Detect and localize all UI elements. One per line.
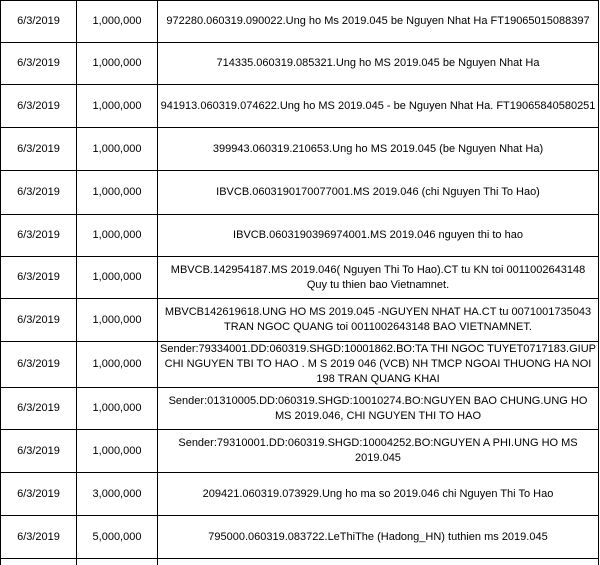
table-row <box>1 128 599 171</box>
description-text: 972280.060319.090022.Ung ho Ms 2019.045 be Nguyen Nhat Ha FT19065015088397 <box>166 15 590 27</box>
date-cell: 6/3/2019 <box>1 43 77 85</box>
amount-cell: 1,000,000 <box>77 85 158 128</box>
table-row <box>1 43 599 85</box>
table-row <box>1 299 599 342</box>
table-row <box>1 85 599 128</box>
date-cell: 6/3/2019 <box>1 85 77 128</box>
amount-cell: 1,000,000 <box>77 171 158 215</box>
date-cell: 6/3/2019 <box>1 171 77 215</box>
description-cell <box>158 342 599 388</box>
empty-cell <box>158 559 599 565</box>
amount-cell: 1,000,000 <box>77 1 158 43</box>
date-cell: 6/3/2019 <box>1 388 77 430</box>
description-cell <box>158 128 599 171</box>
description-text: 714335.060319.085321.Ung ho MS 2019.045 be Nguyen Nhat Ha <box>216 57 540 69</box>
description-cell <box>158 388 599 430</box>
description-text: IBVCB.0603190170077001.MS 2019.046 (chi Nguyen Thi To Hao) <box>216 186 540 198</box>
description-text: Sender:79310001.DD:060319.SHGD:10004252.BO:NGUYEN A PHI.UNG HO MS 2019.045 <box>178 437 578 464</box>
description-text: Sender:01310005.DD:060319.SHGD:10010274.BO:NGUYEN BAO CHUNG.UNG HO MS 2019.046, CHI NGUYEN THI TO HAO <box>168 394 588 422</box>
date-cell: 6/3/2019 <box>1 257 77 299</box>
table-row <box>1 473 599 516</box>
table-row <box>1 257 599 299</box>
amount-cell: 3,000,000 <box>77 473 158 516</box>
description-cell <box>158 43 599 85</box>
description-cell <box>158 85 599 128</box>
description-cell <box>158 257 599 299</box>
table-row <box>1 516 599 559</box>
date-cell: 6/3/2019 <box>1 473 77 516</box>
description-text: IBVCB.0603190396974001.MS 2019.046 nguyen thi to hao <box>233 229 523 241</box>
amount-cell: 1,000,000 <box>77 215 158 257</box>
date-cell: 6/3/2019 <box>1 128 77 171</box>
date-cell: 6/3/2019 <box>1 430 77 473</box>
amount-cell: 1,000,000 <box>77 388 158 430</box>
table-row <box>1 342 599 388</box>
description-cell <box>158 430 599 473</box>
amount-cell: 1,000,000 <box>77 430 158 473</box>
description-cell <box>158 1 599 43</box>
description-text: 795000.060319.083722.LeThiThe (Hadong_HN) tuthien ms 2019.045 <box>208 530 548 543</box>
description-cell <box>158 171 599 215</box>
amount-cell: 1,000,000 <box>77 257 158 299</box>
date-cell: 6/3/2019 <box>1 516 77 559</box>
description-text: MBVCB.142954187.MS 2019.046( Nguyen Thi To Hao).CT tu KN toi 0011002643148 Quy tu thien bao Vietnamnet. <box>170 263 586 291</box>
description-cell <box>158 516 599 559</box>
description-text: MBVCB142619618.UNG HO MS 2019.045 -NGUYEN NHAT HA.CT tu 0071001735043 TRAN NGOC QUANG toi 0011002643148 BAO VIETNAMNET. <box>164 306 592 333</box>
amount-cell: 1,000,000 <box>77 299 158 342</box>
description-cell <box>158 299 599 342</box>
description-text: 209421.060319.073929.Ung ho ma so 2019.046 chi Nguyen Thi To Hao <box>202 487 554 500</box>
amount-cell: 1,000,000 <box>77 128 158 171</box>
date-cell: 6/3/2019 <box>1 299 77 342</box>
description-text: 399943.060319.210653.Ung ho MS 2019.045 (be Nguyen Nhat Ha) <box>212 142 544 155</box>
empty-cell <box>1 559 77 565</box>
table-row <box>1 1 599 43</box>
table-row <box>1 171 599 215</box>
table-row-partial <box>1 559 599 565</box>
amount-cell: 1,000,000 <box>77 43 158 85</box>
amount-cell: 1,000,000 <box>77 342 158 388</box>
description-cell <box>158 473 599 516</box>
empty-cell <box>77 559 158 565</box>
table-row <box>1 388 599 430</box>
description-cell <box>158 215 599 257</box>
date-cell: 6/3/2019 <box>1 215 77 257</box>
date-cell: 6/3/2019 <box>1 342 77 388</box>
table-row <box>1 215 599 257</box>
date-cell: 6/3/2019 <box>1 1 77 43</box>
description-text: Sender:79334001.DD:060319.SHGD:10001862.BO:TA THI NGOC TUYET0717183.GIUP CHI NGUYEN TBI TO HAO . M S 2019 046 (VCB) NH TMCP NGOAI THUONG HA NOI 198 TRAN QUANG KHAI <box>160 343 596 385</box>
table-row <box>1 430 599 473</box>
amount-cell: 5,000,000 <box>77 516 158 559</box>
transactions-body <box>1 1 599 565</box>
description-text: 941913.060319.074622.Ung ho MS 2019.045 - be Nguyen Nhat Ha. FT19065840580251 <box>160 99 596 112</box>
